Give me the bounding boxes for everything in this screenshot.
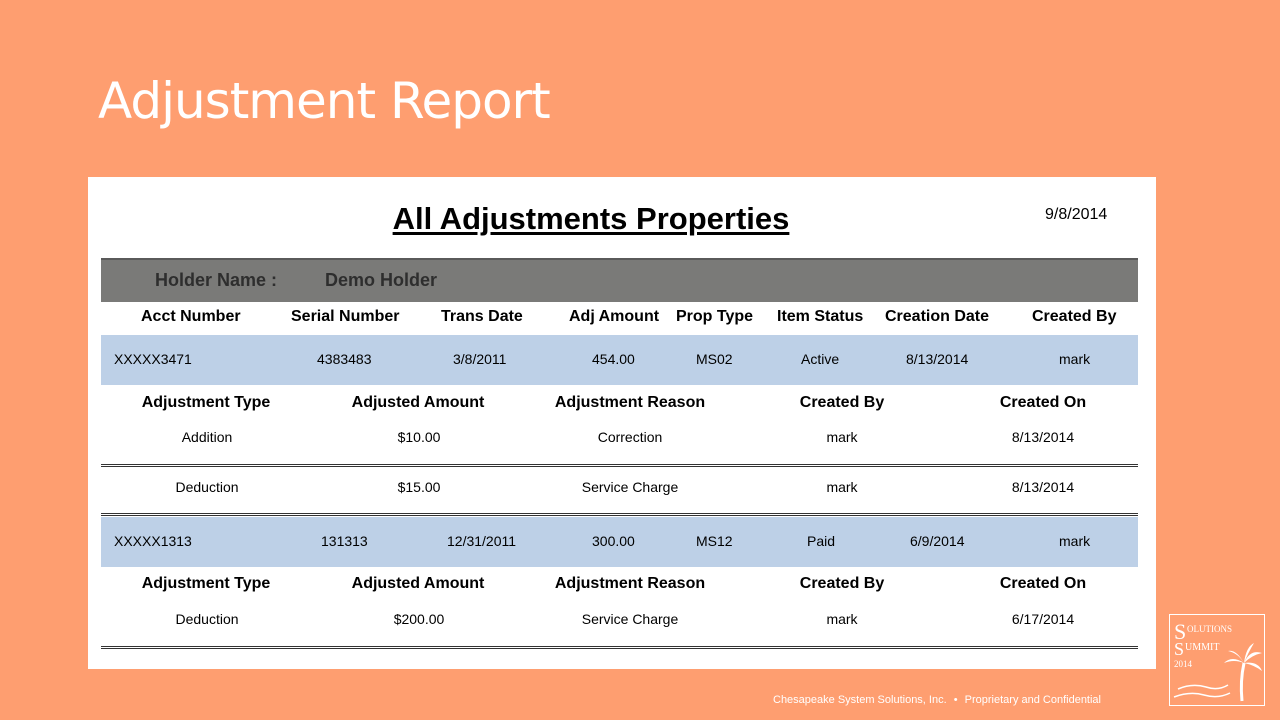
report-image — [88, 177, 1156, 669]
column-header-item-status: Item Status — [777, 308, 864, 325]
adj-amount: 454.00 — [592, 351, 635, 367]
adj-header-reason: Adjustment Reason — [554, 575, 706, 592]
adj-amount-value: $10.00 — [397, 429, 441, 445]
serial-number: 131313 — [321, 533, 368, 549]
adj-header-amount: Adjusted Amount — [351, 575, 485, 592]
created-by: mark — [1059, 533, 1091, 549]
adj-created-by: mark — [826, 429, 858, 445]
logo-year: 2014 — [1174, 659, 1192, 669]
column-header-adj-amount: Adj Amount — [569, 308, 660, 325]
created-by: mark — [1059, 351, 1091, 367]
adj-amount-value: $200.00 — [393, 611, 445, 627]
adj-header-created-on: Created On — [999, 394, 1087, 411]
footer — [773, 694, 1101, 706]
row-divider — [101, 513, 1138, 516]
report-date: 9/8/2014 — [1045, 206, 1108, 223]
acct-number: XXXXX1313 — [114, 533, 192, 549]
column-header-prop-type: Prop Type — [676, 308, 754, 325]
adj-header-type: Adjustment Type — [141, 394, 271, 411]
logo-line-1: OLUTIONS — [1187, 624, 1232, 634]
prop-type: MS02 — [696, 351, 733, 367]
holder-bar — [101, 258, 1138, 302]
column-header-acct-number: Acct Number — [141, 308, 241, 325]
adj-created-on: 8/13/2014 — [1011, 429, 1075, 445]
solutions-summit-logo — [1169, 614, 1265, 706]
adj-header-created-by: Created By — [799, 394, 885, 411]
account-row — [101, 517, 1138, 567]
column-header-serial-number: Serial Number — [291, 308, 400, 325]
column-header-created-by: Created By — [1032, 308, 1117, 325]
holder-label: Holder Name : — [155, 270, 278, 290]
adj-created-by: mark — [826, 479, 858, 495]
footer-separator: • — [953, 694, 958, 706]
adj-header-created-on: Created On — [999, 575, 1087, 592]
trans-date: 3/8/2011 — [453, 351, 507, 367]
palm-tree-icon — [1170, 615, 1264, 705]
column-header-trans-date: Trans Date — [441, 308, 523, 325]
creation-date: 6/9/2014 — [910, 533, 965, 549]
adj-reason: Service Charge — [581, 479, 679, 495]
logo-initial-2: S — [1174, 639, 1185, 659]
prop-type: MS12 — [696, 533, 733, 549]
adj-reason: Correction — [597, 429, 663, 445]
logo-line-2: UMMIT — [1185, 642, 1220, 653]
adj-type: Addition — [181, 429, 233, 445]
item-status: Paid — [807, 533, 836, 549]
account-row — [101, 335, 1138, 385]
adj-created-by: mark — [826, 611, 858, 627]
column-header-creation-date: Creation Date — [885, 308, 990, 325]
adj-type: Deduction — [175, 479, 239, 495]
trans-date: 12/31/2011 — [447, 533, 517, 549]
adj-amount-value: $15.00 — [397, 479, 441, 495]
adj-created-on: 8/13/2014 — [1011, 479, 1075, 495]
adj-header-amount: Adjusted Amount — [351, 394, 485, 411]
row-divider — [101, 646, 1138, 649]
footer-notice: Proprietary and Confidential — [964, 694, 1101, 706]
creation-date: 8/13/2014 — [906, 351, 969, 367]
logo-initial-1: S — [1174, 619, 1187, 644]
adj-reason: Service Charge — [581, 611, 679, 627]
adj-header-type: Adjustment Type — [141, 575, 271, 592]
adj-amount: 300.00 — [592, 533, 635, 549]
adj-header-created-by: Created By — [799, 575, 885, 592]
report-title: All Adjustments Properties — [392, 201, 790, 236]
adj-created-on: 6/17/2014 — [1011, 611, 1075, 627]
acct-number: XXXXX3471 — [114, 351, 192, 367]
item-status: Active — [801, 351, 840, 367]
adj-header-reason: Adjustment Reason — [554, 394, 706, 411]
slide-title: Adjustment Report — [98, 72, 550, 130]
footer-company: Chesapeake System Solutions, Inc. — [773, 694, 947, 706]
holder-name: Demo Holder — [325, 270, 438, 290]
row-divider — [101, 464, 1138, 467]
adj-type: Deduction — [175, 611, 239, 627]
serial-number: 4383483 — [317, 351, 372, 367]
